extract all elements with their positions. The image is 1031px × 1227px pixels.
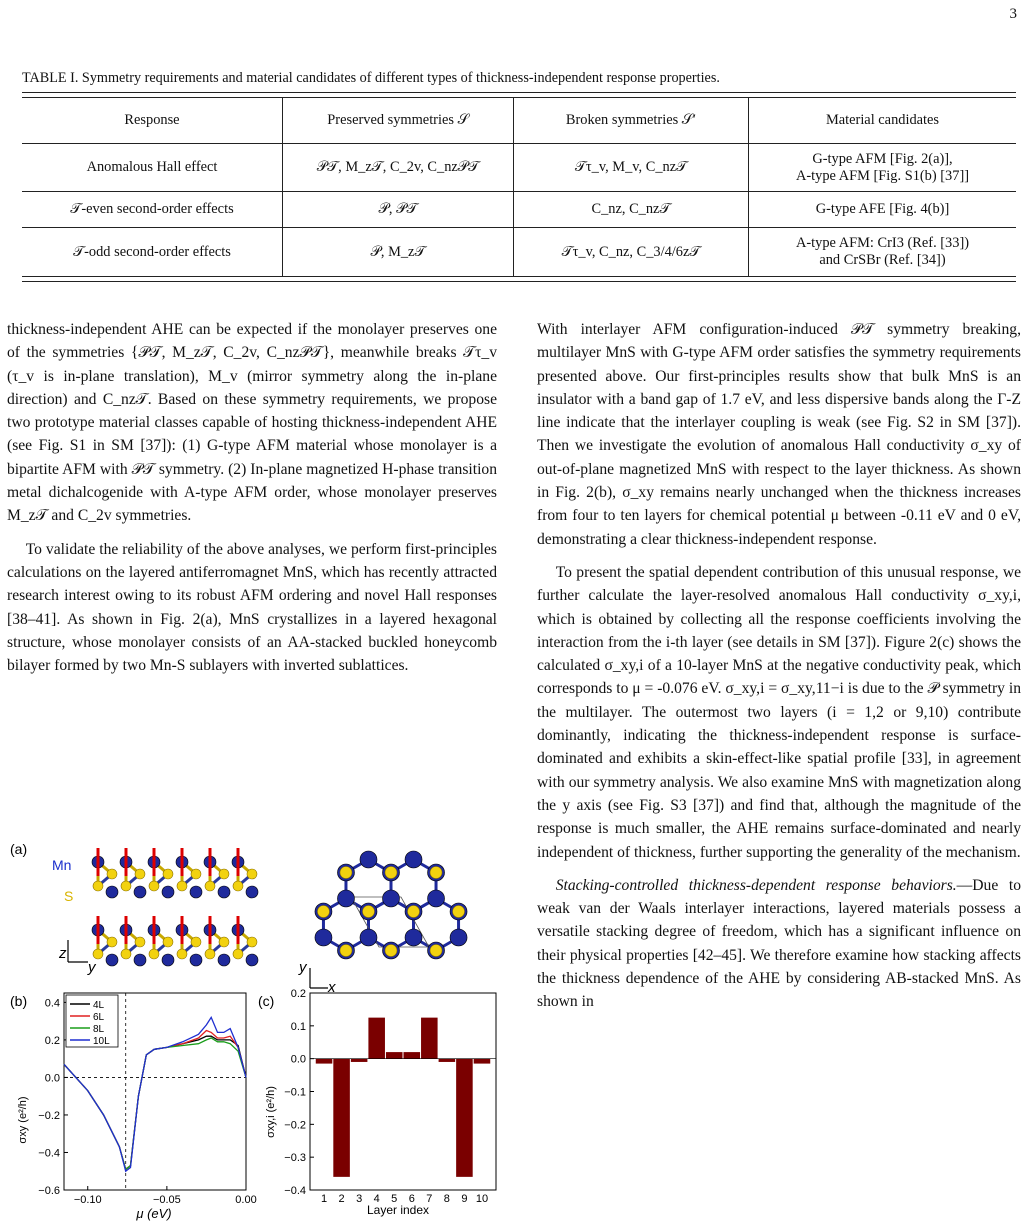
s-atom	[135, 937, 145, 947]
mn-atom	[337, 890, 354, 907]
bar	[439, 1059, 456, 1062]
s-atom	[362, 906, 374, 918]
panel-b-label: (b)	[10, 993, 28, 1009]
table-row	[22, 192, 1016, 228]
candidate-line: A-type AFM: CrI3 (Ref. [33])	[795, 235, 970, 251]
s-atom	[205, 881, 215, 891]
bar	[351, 1059, 368, 1062]
mn-atom	[450, 929, 467, 946]
table-cell-candidates	[749, 228, 1017, 277]
series-line-6L	[64, 1031, 246, 1170]
mn-atom	[134, 886, 146, 898]
paragraph: thickness-independent AHE can be expected if the monolayer preserves one of the symmetries {𝒫𝒯, M_z𝒯, C_2v, C_nz𝒫𝒯}, meanwhile breaks 𝒯τ_v (τ_v is in-plane translation), M_v (mirror symmetry along the in-plane direction) and C_nz𝒯. Based on these symmetry requirements, we propose two prototype material classes capable of hosting thickness-independent AHE (see Fig. S1 in SM [37]): (1) G-type AFM material whose monolayer is a bipartite AFM with 𝒫𝒯 symmetry. (2) In-plane magnetized H-phase transition metal dichalcogenide with A-type AFM order, whose monolayer preserves M_z𝒯 and C_2v symmetries.	[7, 321, 497, 525]
x-tick-label: −0.05	[152, 1194, 181, 1206]
chart-b-xlabel: μ (eV)	[136, 1206, 172, 1221]
table-caption: TABLE I. Symmetry requirements and material candidates of different types of thickness-independent response properties.	[22, 70, 720, 86]
table-cell-response: 𝒯-odd second-order effects	[22, 228, 283, 277]
y-tick-label: −0.3	[284, 1152, 306, 1165]
section-heading: Stacking-controlled thickness-dependent response behaviors.	[555, 876, 957, 894]
right-column	[537, 318, 1021, 1014]
y-tick-label: −0.4	[284, 1185, 306, 1197]
paragraph-text: —Due to weak van der Waals interlayer interactions, layered materials possess a versatile stacking degree of freedom, which has a significant influence on their physical properties [42–45]. We therefore examine how stacking affects the thickness dependence of the AHE by considering AB-stacked MnS. As shown in	[537, 876, 1021, 1011]
mn-atom	[246, 886, 258, 898]
paragraph	[537, 874, 1021, 1014]
mn-atom	[315, 929, 332, 946]
bar	[368, 1018, 385, 1059]
chart-c-ylabel: σxy,i (e²/h)	[265, 1086, 277, 1138]
bar	[404, 1052, 421, 1059]
mn-atom	[134, 954, 146, 966]
series-line-4L	[64, 1036, 246, 1169]
x-tick-label: 8	[443, 1193, 450, 1205]
candidate-line: A-type AFM [Fig. S1(b) [37]]	[795, 167, 970, 184]
table-cell-broken: 𝒯τ_v, C_nz, C_3/4/6z𝒯	[514, 228, 749, 277]
table-cell-broken: 𝒯τ_v, M_v, C_nz𝒯	[514, 144, 749, 192]
paragraph: To present the spatial dependent contribution of this unusual response, we further calculate the layer-resolved anomalous Hall conductivity σ_xy,i, which is obtained by collecting all the response coefficients involving the interaction from the i-th layer (see details in SM [37]). Figure 2(c) shows the calculated σ_xy,i of a 10-layer MnS at the negative conductivity peak, which corresponds to μ = -0.076 eV. σ_xy,i = σ_xy,11−i is due to the 𝒫 symmetry in the multilayer. The outermost two layers (i = 1,2 or 9,10) contribute dominantly, indicating the thickness-independent response is surface-dominated and exhibits a skin-effect-like spatial profile [33], in agreement with our symmetry analysis. We also examine MnS with magnetization along the y axis (see Fig. S3 [37]) and find that, although the magnitude of the response is much smaller, the AHE remains surface-dominated and nearly independent of thickness, further supporting the generality of the mechanism.	[537, 563, 1021, 861]
s-atom	[385, 945, 397, 957]
legend-label: 10L	[93, 1036, 110, 1047]
table-cell-response: 𝒯-even second-order effects	[22, 192, 283, 228]
series-line-8L	[64, 1038, 246, 1169]
side-view-structure	[92, 848, 258, 966]
s-atom	[385, 867, 397, 879]
bar	[333, 1059, 350, 1177]
mn-atom	[246, 954, 258, 966]
y-tick-label: −0.2	[38, 1109, 60, 1122]
symmetry-table	[22, 97, 1016, 276]
table-header-row	[22, 97, 1016, 144]
x-tick-label: 0.00	[235, 1194, 257, 1206]
table-cell-broken: C_nz, C_nz𝒯	[514, 192, 749, 228]
mn-atom	[218, 886, 230, 898]
s-atom	[191, 937, 201, 947]
mn-atom	[162, 954, 174, 966]
legend-label: 8L	[93, 1024, 105, 1035]
x-tick-label: 10	[475, 1193, 489, 1205]
y-tick-label: 0.0	[290, 1053, 306, 1066]
x-tick-label: −0.10	[73, 1194, 102, 1206]
chart-b	[38, 993, 256, 1206]
s-atom	[340, 867, 352, 879]
y-tick-label: −0.6	[38, 1185, 60, 1197]
y-tick-label: −0.1	[284, 1086, 306, 1099]
bar	[474, 1059, 491, 1064]
mn-atom	[190, 954, 202, 966]
legend-label: 4L	[93, 1000, 105, 1011]
s-atom	[205, 949, 215, 959]
table-header-cell: Preserved symmetries 𝒮	[283, 97, 514, 144]
x-tick-label: 7	[426, 1193, 433, 1205]
s-atom	[163, 937, 173, 947]
s-atom	[247, 869, 257, 879]
table-cell-response: Anomalous Hall effect	[22, 144, 283, 192]
s-atom	[233, 949, 243, 959]
left-column	[7, 318, 497, 677]
x-tick-label: 9	[461, 1193, 468, 1205]
s-label: S	[64, 888, 74, 904]
s-atom	[135, 869, 145, 879]
x-tick-label: 5	[391, 1193, 398, 1205]
axis-y-label: y	[88, 959, 96, 976]
s-atom	[177, 949, 187, 959]
page-number: 3	[1009, 6, 1017, 22]
paragraph: With interlayer AFM configuration-induced 𝒫𝒯 symmetry breaking, multilayer MnS with G-type AFM order satisfies the symmetry requirements presented above. Our first-principles results show that bulk MnS is an insulator with a band gap of 1.7 eV, and less dispersive bands along the Γ-Z line indicate that the interlayer coupling is weak (see Fig. S2 in SM [37]). Then we investigate the evolution of anomalous Hall conductivity σ_xy of out-of-plane magnetized MnS with respect to the layer thickness. As shown in Fig. 2(b), σ_xy remains nearly unchanged when the thickness increases from four to ten layers for chemical potential μ between -0.11 eV and 0 eV, demonstrating a clear thickness-independent response.	[537, 321, 1021, 548]
y-tick-label: 0.2	[44, 1034, 60, 1047]
legend-label: 6L	[93, 1012, 105, 1023]
mn-atom	[218, 954, 230, 966]
figure-2	[6, 840, 502, 1222]
s-atom	[93, 881, 103, 891]
s-atom	[121, 881, 131, 891]
s-atom	[408, 906, 420, 918]
bar	[316, 1059, 333, 1064]
table-cell-preserved: 𝒫𝒯, M_z𝒯, C_2v, C_nz𝒫𝒯	[283, 144, 514, 192]
x-tick-label: 6	[408, 1193, 415, 1205]
mn-atom	[405, 851, 422, 868]
table-cell-candidates: G-type AFE [Fig. 4(b)]	[749, 192, 1017, 228]
s-atom	[191, 869, 201, 879]
s-atom	[149, 949, 159, 959]
figure-svg	[6, 840, 502, 1222]
mn-atom	[383, 890, 400, 907]
s-atom	[163, 869, 173, 879]
s-atom	[149, 881, 159, 891]
table-row	[22, 228, 1016, 277]
table-header-cell: Response	[22, 97, 283, 144]
chart-b-ylabel: σxy (e²/h)	[17, 1096, 29, 1144]
s-atom	[177, 881, 187, 891]
table-cell-preserved: 𝒫, M_z𝒯	[283, 228, 514, 277]
y-tick-label: −0.4	[38, 1147, 60, 1160]
bar	[421, 1018, 438, 1059]
panel-c-label: (c)	[258, 993, 275, 1009]
x-tick-label: 4	[373, 1193, 380, 1205]
mn-atom	[106, 954, 118, 966]
legend-box	[66, 995, 118, 1047]
axis-x-label: x	[328, 979, 336, 996]
s-atom	[219, 937, 229, 947]
mn-atom	[428, 890, 445, 907]
mn-atom	[190, 886, 202, 898]
table-cell-candidates	[749, 144, 1017, 192]
x-tick-label: 2	[338, 1193, 345, 1205]
table-row	[22, 144, 1016, 192]
paragraph: To validate the reliability of the above analyses, we perform first-principles calculations on the layered antiferromagnet MnS, which has recently attracted research interest owing to its robust AFM ordering and novel Hall responses [38–41]. As shown in Fig. 2(a), MnS crystallizes in a layered hexagonal structure, whose monolayer consists of an AA-stacked buckled honeycomb bilayer formed by two Mn-S sublayers with inverted sublattices.	[7, 540, 497, 675]
y-tick-label: 0.4	[44, 997, 60, 1010]
s-atom	[121, 949, 131, 959]
candidate-line: G-type AFM [Fig. 2(a)],	[812, 150, 953, 167]
chart-c-xlabel: Layer index	[366, 1203, 430, 1217]
s-atom	[317, 906, 329, 918]
mn-atom	[162, 886, 174, 898]
candidate-line: and CrSBr (Ref. [34])	[819, 252, 946, 268]
top-view-structure	[315, 851, 467, 959]
y-tick-label: 0.0	[44, 1072, 60, 1085]
axis-y2-label: y	[299, 959, 307, 976]
y-tick-label: −0.2	[284, 1119, 306, 1132]
chart-c	[284, 988, 496, 1205]
s-atom	[430, 867, 442, 879]
y-tick-label: 0.2	[290, 988, 306, 1000]
s-atom	[219, 869, 229, 879]
mn-atom	[106, 886, 118, 898]
s-atom	[93, 949, 103, 959]
mn-atom	[360, 929, 377, 946]
side-axes	[58, 940, 97, 976]
x-tick-label: 3	[356, 1193, 363, 1205]
table-cell-preserved: 𝒫, 𝒫𝒯	[283, 192, 514, 228]
axis-z-label: z	[59, 945, 67, 962]
table-bottom-rule	[22, 276, 1016, 282]
y-tick-label: 0.1	[290, 1020, 306, 1033]
mn-label: Mn	[52, 857, 72, 873]
mn-atom	[360, 851, 377, 868]
s-atom	[453, 906, 465, 918]
s-atom	[233, 881, 243, 891]
s-atom	[107, 869, 117, 879]
table-header-cell: Broken symmetries 𝒮′	[514, 97, 749, 144]
s-atom	[107, 937, 117, 947]
x-tick-label: 1	[320, 1193, 328, 1205]
s-atom	[430, 945, 442, 957]
panel-a-label: (a)	[10, 841, 28, 857]
table-header-cell: Material candidates	[825, 111, 940, 128]
mn-atom	[405, 929, 422, 946]
bar	[456, 1059, 473, 1177]
s-atom	[340, 945, 352, 957]
s-atom	[247, 937, 257, 947]
bar	[386, 1052, 403, 1059]
